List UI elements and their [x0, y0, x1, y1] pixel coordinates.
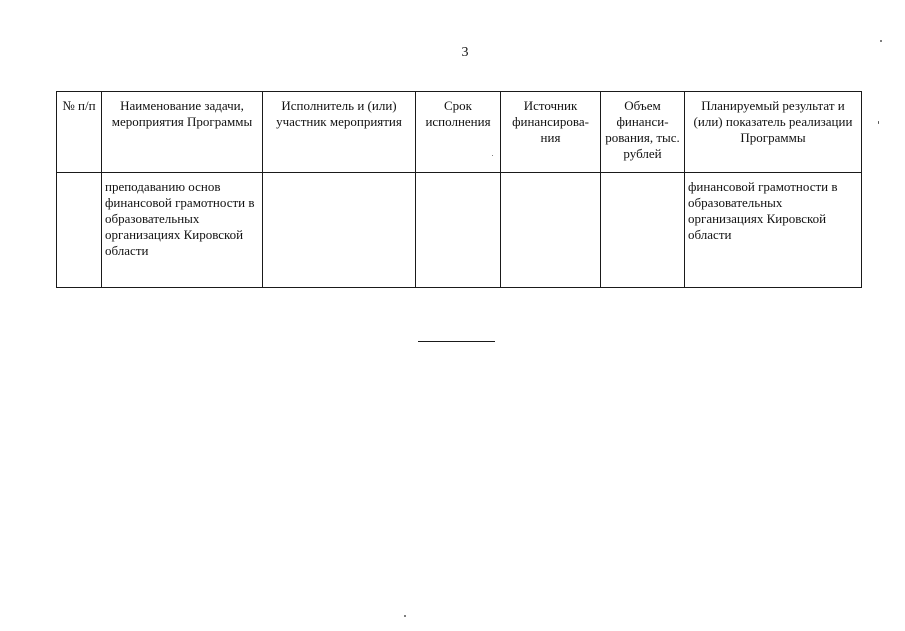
scan-speck [404, 615, 406, 617]
cell-term [416, 173, 501, 288]
table-row [57, 173, 862, 288]
header-amount: Объем финанси-рования, тыс. рублей [601, 92, 685, 173]
cell-source [501, 173, 601, 288]
cell-amount [601, 173, 685, 288]
header-task: Наименование задачи, мероприятия Программы [102, 92, 263, 173]
program-table [56, 91, 862, 288]
cell-task: преподаванию основ финансовой грамотности в образовательных организациях Кировской области [102, 173, 263, 288]
page-number: 3 [461, 45, 469, 60]
cell-number [57, 173, 102, 288]
header-term: Срок исполнения [416, 92, 501, 173]
table-header-row [57, 92, 862, 173]
scan-speck [492, 155, 493, 156]
cell-result: финансовой грамотности в образовательных организациях Кировской области [685, 173, 862, 288]
scan-speck [880, 40, 882, 42]
header-result: Планируемый результат и (или) показатель реализации Программы [685, 92, 862, 173]
cell-executor [263, 173, 416, 288]
end-divider-line [418, 341, 495, 342]
header-executor: Исполнитель и (или) участник мероприятия [263, 92, 416, 173]
header-number: № п/п [57, 92, 102, 173]
header-source: Источник финансирова-ния [501, 92, 601, 173]
scan-speck [878, 121, 879, 124]
